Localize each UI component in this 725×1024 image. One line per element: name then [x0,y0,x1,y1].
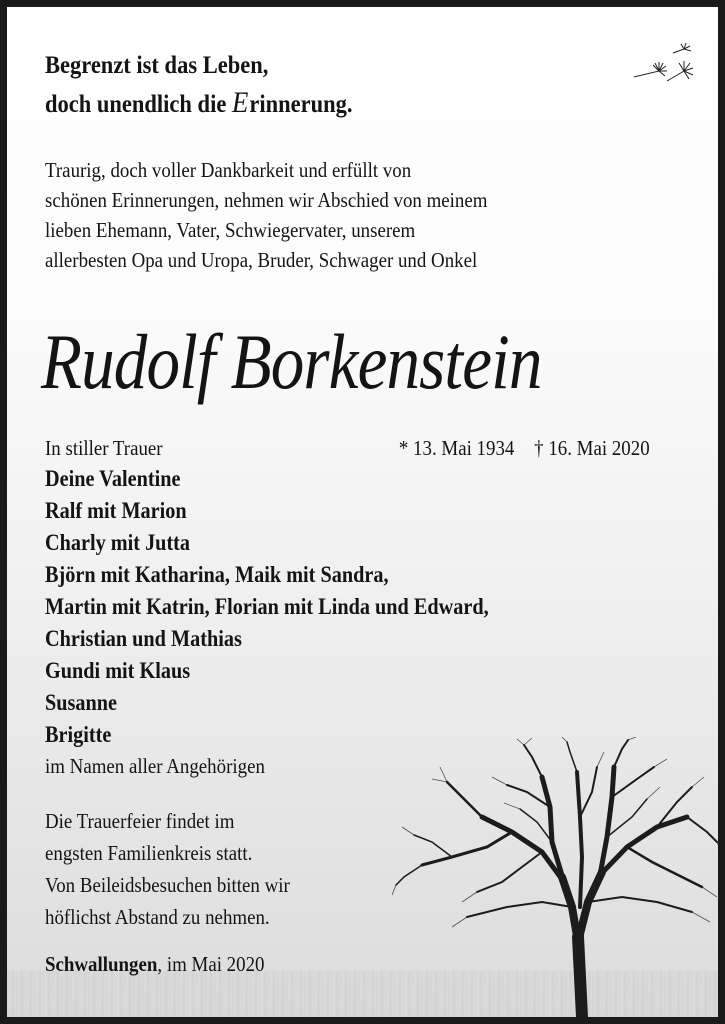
dandelion-seeds-icon [629,41,709,91]
motto-line-1: Begrenzt ist das Leben, [45,52,269,79]
life-dates [399,433,650,463]
birth-date: * 13. Mai 1934 [399,436,515,460]
intro-text [45,155,487,275]
mourner: Susanne [45,690,118,715]
motto-initial: E [231,86,249,119]
notice-line: höflichst Abstand zu nehmen. [45,905,270,929]
motto [45,47,352,123]
intro-line: Traurig, doch voller Dankbarkeit und erfüllt von [45,158,412,182]
intro-line: allerbesten Opa und Uropa, Bruder, Schwager und Onkel [45,248,478,272]
bare-tree-icon [392,737,722,1024]
mourner: Gundi mit Klaus [45,658,191,683]
mourning-intro: In stiller Trauer [45,436,163,460]
death-date: † 16. Mai 2020 [534,436,650,460]
place-town: Schwallungen [45,952,158,976]
motto-line-2-prefix: doch unendlich die [45,91,232,118]
mourner: Björn mit Katharina, Maik mit Sandra, [45,562,389,587]
mourner: Deine Valentine [45,466,181,491]
mourner: Christian und Mathias [45,626,242,651]
motto-line-2 [45,84,352,123]
place-date: , im Mai 2020 [157,952,265,976]
mourners-list [45,463,489,751]
place-and-date [45,949,264,979]
mourner: Brigitte [45,722,112,747]
notice-line: Von Beileidsbesuchen bitten wir [45,873,290,897]
mourner: Ralf mit Marion [45,498,187,523]
mourner: Martin mit Katrin, Florian mit Linda und Edward, [45,594,489,619]
funeral-notice [45,805,290,933]
mourning-closing: im Namen aller Angehörigen [45,754,265,778]
deceased-name: Rudolf Borkenstein [41,318,542,405]
motto-line-2-rest: rinnerung. [249,91,353,118]
notice-line: Die Trauerfeier findet im [45,809,235,833]
notice-line: engsten Familienkreis statt. [45,841,253,865]
mourner: Charly mit Jutta [45,530,191,555]
intro-line: lieben Ehemann, Vater, Schwiegervater, unserem [45,218,416,242]
intro-line: schönen Erinnerungen, nehmen wir Abschied von meinem [45,188,488,212]
